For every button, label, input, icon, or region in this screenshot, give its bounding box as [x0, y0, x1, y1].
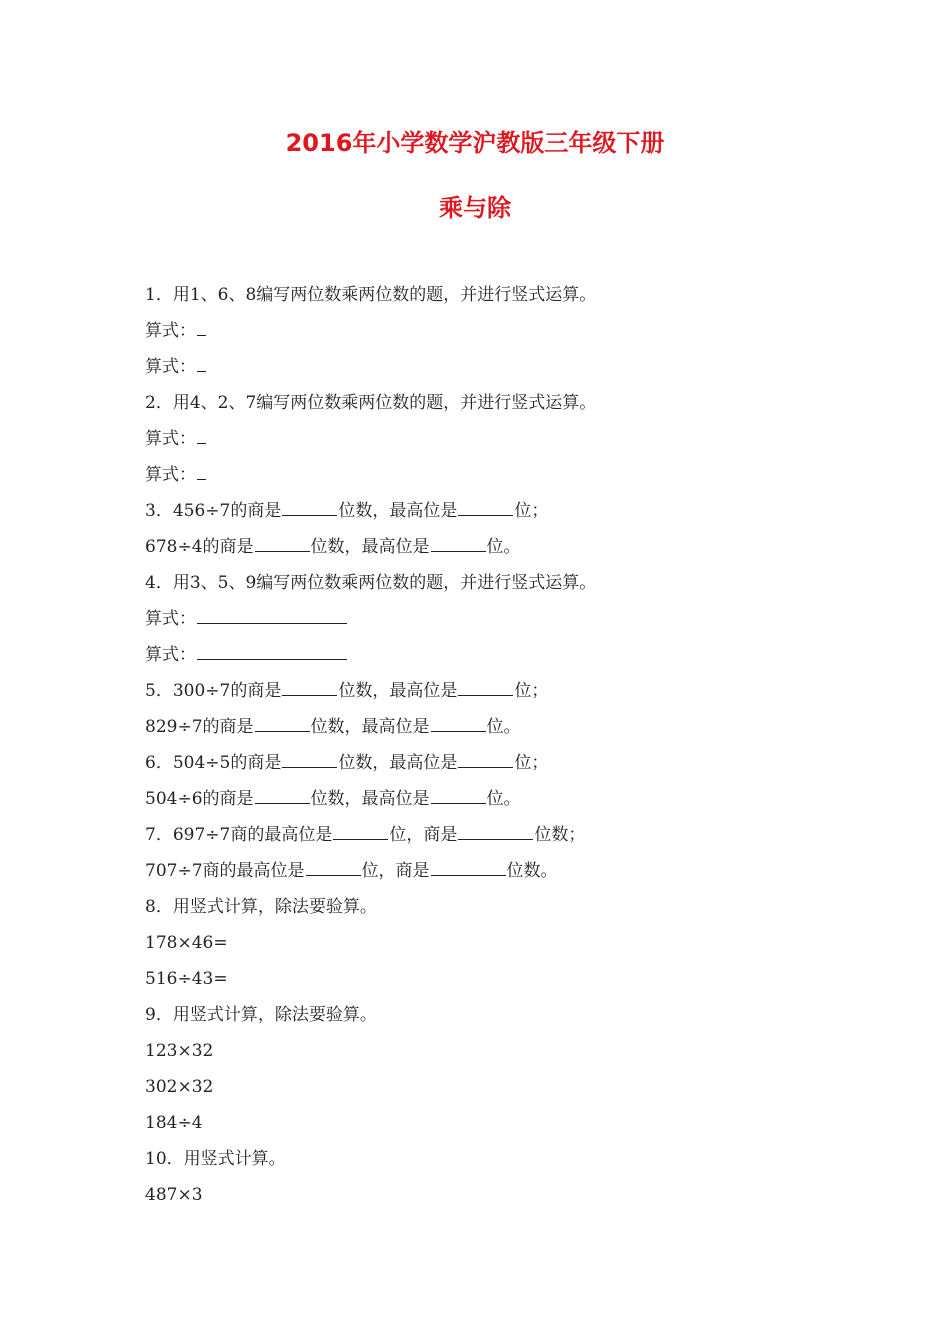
exercise-text: 3．456÷7的商是: [145, 501, 282, 521]
exercise-text: 504÷6的商是: [145, 789, 254, 809]
exercise-text: 位数，最高位是: [338, 681, 458, 701]
exercise-line: [145, 750, 845, 786]
exercise-text: 位。: [486, 717, 521, 737]
answer-blank[interactable]: [431, 802, 486, 804]
answer-blank[interactable]: [255, 550, 310, 552]
answer-blank[interactable]: [431, 550, 486, 552]
exercise-text: 1．用1、6、8编写两位数乘两位数的题，并进行竖式运算。: [145, 285, 597, 305]
answer-blank[interactable]: [255, 802, 310, 804]
exercise-text: 算式：: [145, 645, 196, 665]
exercise-text: 2．用4、2、7编写两位数乘两位数的题，并进行竖式运算。: [145, 393, 597, 413]
exercise-text: 位数；: [534, 825, 586, 845]
exercise-line: [145, 534, 845, 570]
exercise-text: 184÷4: [145, 1113, 203, 1133]
exercise-line: [145, 822, 845, 858]
answer-blank[interactable]: [458, 694, 513, 696]
exercise-text: 302×32: [145, 1077, 214, 1097]
exercise-text: 位；: [514, 681, 549, 701]
answer-blank[interactable]: [197, 370, 206, 372]
answer-blank[interactable]: [458, 766, 513, 768]
exercise-line: [145, 354, 845, 390]
exercise-text: 516÷43=: [145, 969, 228, 989]
answer-blank[interactable]: [431, 730, 486, 732]
exercise-line: [145, 318, 845, 354]
answer-blank[interactable]: [197, 478, 206, 480]
exercise-line: [145, 1110, 845, 1146]
exercise-text: 678÷4的商是: [145, 537, 254, 557]
answer-blank[interactable]: [255, 730, 310, 732]
exercise-text: 位；: [514, 501, 549, 521]
exercise-line: [145, 930, 845, 966]
answer-blank[interactable]: [333, 838, 388, 840]
exercise-text: 算式：: [145, 609, 196, 629]
exercise-list: [145, 282, 845, 1218]
exercise-text: 9．用竖式计算，除法要验算。: [145, 1005, 377, 1025]
exercise-text: 4．用3、5、9编写两位数乘两位数的题，并进行竖式运算。: [145, 573, 597, 593]
exercise-line: [145, 606, 845, 642]
exercise-line: [145, 966, 845, 1002]
exercise-text: 487×3: [145, 1185, 203, 1205]
exercise-text: 位数，最高位是: [310, 789, 430, 809]
exercise-line: [145, 282, 845, 318]
answer-blank[interactable]: [197, 334, 206, 336]
exercise-text: 位。: [486, 537, 521, 557]
exercise-text: 707÷7商的最高位是: [145, 861, 305, 881]
exercise-line: [145, 858, 845, 894]
document-subtitle: 乘与除: [439, 194, 511, 222]
answer-blank[interactable]: [431, 874, 506, 876]
exercise-text: 6．504÷5的商是: [145, 753, 282, 773]
exercise-text: 位数，最高位是: [338, 753, 458, 773]
answer-blank[interactable]: [306, 874, 361, 876]
answer-blank[interactable]: [197, 658, 347, 660]
exercise-text: 位，商是: [361, 861, 430, 881]
exercise-text: 算式：: [145, 321, 196, 341]
answer-blank[interactable]: [282, 766, 337, 768]
exercise-line: [145, 1074, 845, 1110]
exercise-line: [145, 894, 845, 930]
answer-blank[interactable]: [458, 514, 513, 516]
exercise-text: 位数。: [506, 861, 558, 881]
exercise-line: [145, 570, 845, 606]
document-title: 2016年小学数学沪教版三年级下册: [285, 129, 665, 157]
answer-blank[interactable]: [282, 514, 337, 516]
answer-blank[interactable]: [282, 694, 337, 696]
exercise-line: [145, 1182, 845, 1218]
exercise-text: 位；: [514, 753, 549, 773]
answer-blank[interactable]: [197, 622, 347, 624]
exercise-line: [145, 642, 845, 678]
exercise-line: [145, 678, 845, 714]
exercise-text: 7．697÷7商的最高位是: [145, 825, 333, 845]
exercise-line: [145, 498, 845, 534]
exercise-text: 123×32: [145, 1041, 214, 1061]
exercise-line: [145, 1038, 845, 1074]
exercise-line: [145, 786, 845, 822]
exercise-text: 10．用竖式计算。: [145, 1149, 286, 1169]
exercise-text: 算式：: [145, 357, 196, 377]
exercise-text: 8．用竖式计算，除法要验算。: [145, 897, 377, 917]
exercise-text: 位数，最高位是: [338, 501, 458, 521]
exercise-text: 位数，最高位是: [310, 717, 430, 737]
exercise-text: 位数，最高位是: [310, 537, 430, 557]
exercise-line: [145, 1002, 845, 1038]
exercise-text: 位，商是: [389, 825, 458, 845]
exercise-text: 178×46=: [145, 933, 228, 953]
exercise-text: 829÷7的商是: [145, 717, 254, 737]
exercise-text: 位。: [486, 789, 521, 809]
answer-blank[interactable]: [197, 442, 206, 444]
exercise-text: 算式：: [145, 429, 196, 449]
answer-blank[interactable]: [458, 838, 533, 840]
exercise-line: [145, 390, 845, 426]
exercise-text: 5．300÷7的商是: [145, 681, 282, 701]
exercise-line: [145, 1146, 845, 1182]
exercise-line: [145, 714, 845, 750]
exercise-line: [145, 462, 845, 498]
exercise-text: 算式：: [145, 465, 196, 485]
exercise-line: [145, 426, 845, 462]
